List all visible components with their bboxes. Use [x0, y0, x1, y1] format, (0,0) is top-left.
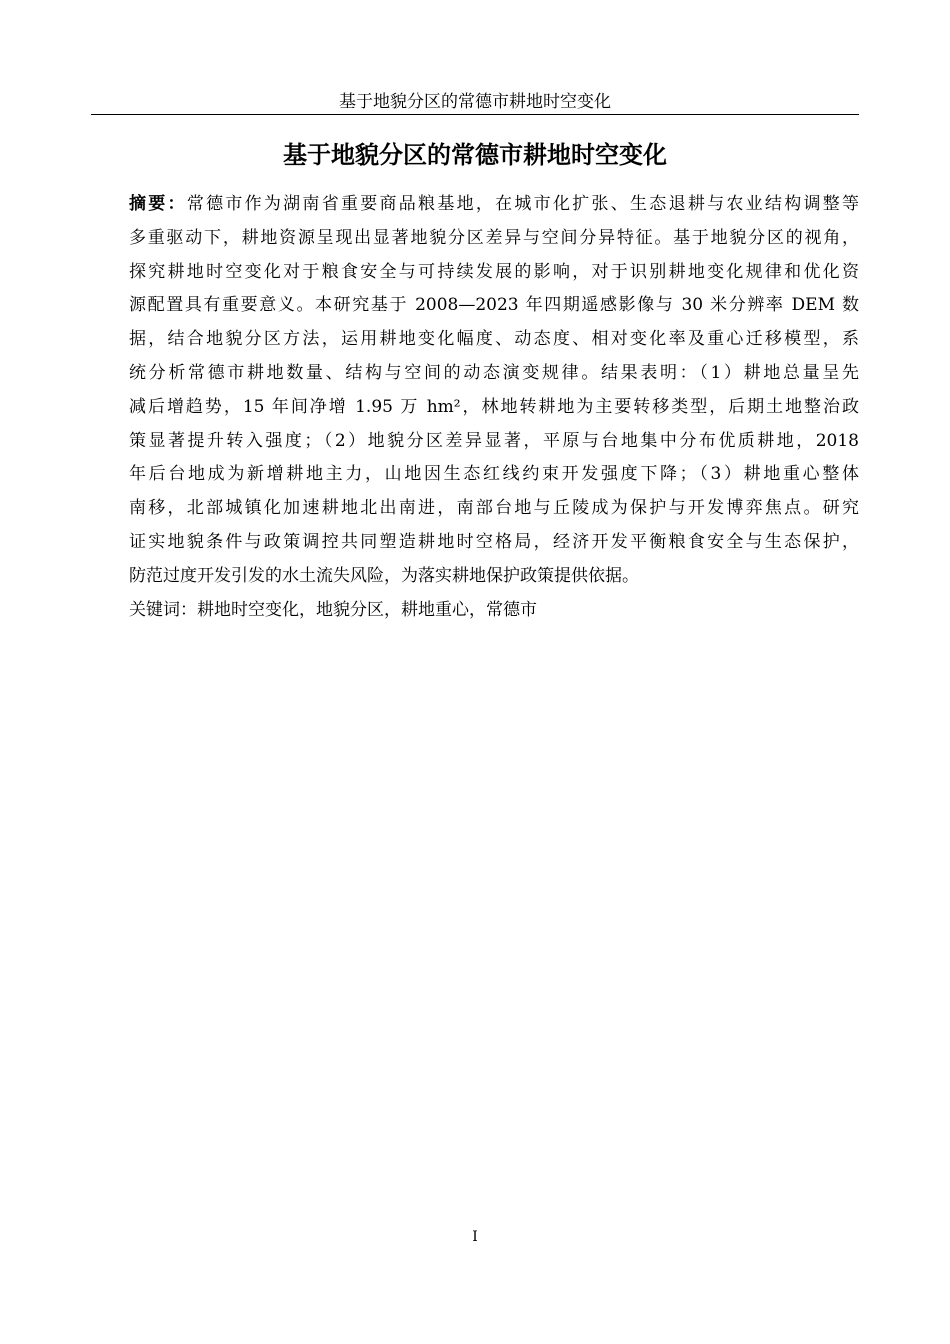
abstract-line: 证实地貌条件与政策调控共同塑造耕地时空格局，经济开发平衡粮食安全与生态保护，	[129, 531, 859, 552]
abstract-line: 据，结合地貌分区方法，运用耕地变化幅度、动态度、相对变化率及重心迁移模型，系	[129, 329, 859, 350]
abstract-line: 源配置具有重要意义。本研究基于 2008—2023 年四期遥感影像与 30 米分辨率 DEM 数	[129, 295, 859, 316]
abstract-line: 统分析常德市耕地数量、结构与空间的动态演变规律。结果表明：（1）耕地总量呈先	[129, 362, 859, 383]
abstract-line	[129, 188, 859, 222]
abstract-label: 摘要：	[129, 194, 187, 214]
abstract-line: 探究耕地时空变化对于粮食安全与可持续发展的影响，对于识别耕地变化规律和优化资	[129, 261, 859, 282]
keywords: 关键词：耕地时空变化，地貌分区，耕地重心，常德市	[129, 599, 537, 620]
abstract-line-text: 常德市作为湖南省重要商品粮基地，在城市化扩张、生态退耕与农业结构调整等	[186, 194, 860, 214]
abstract-line: 南移，北部城镇化加速耕地北出南进，南部台地与丘陵成为保护与开发博弈焦点。研究	[129, 498, 859, 519]
paper-title: 基于地貌分区的常德市耕地时空变化	[283, 141, 667, 169]
abstract-line: 防范过度开发引发的水土流失风险，为落实耕地保护政策提供依据。	[129, 565, 639, 586]
abstract-line: 策显著提升转入强度；（2）地貌分区差异显著，平原与台地集中分布优质耕地，2018	[129, 430, 859, 451]
header-rule	[91, 114, 859, 115]
abstract-line: 年后台地成为新增耕地主力，山地因生态红线约束开发强度下降；（3）耕地重心整体	[129, 464, 859, 485]
page-number: I	[472, 1229, 478, 1245]
abstract	[129, 188, 859, 627]
abstract-line: 减后增趋势，15 年间净增 1.95 万 hm²，林地转耕地为主要转移类型，后期土地整治政	[129, 396, 859, 417]
running-header: 基于地貌分区的常德市耕地时空变化	[339, 92, 611, 112]
abstract-line: 多重驱动下，耕地资源呈现出显著地貌分区差异与空间分异特征。基于地貌分区的视角，	[129, 227, 859, 248]
